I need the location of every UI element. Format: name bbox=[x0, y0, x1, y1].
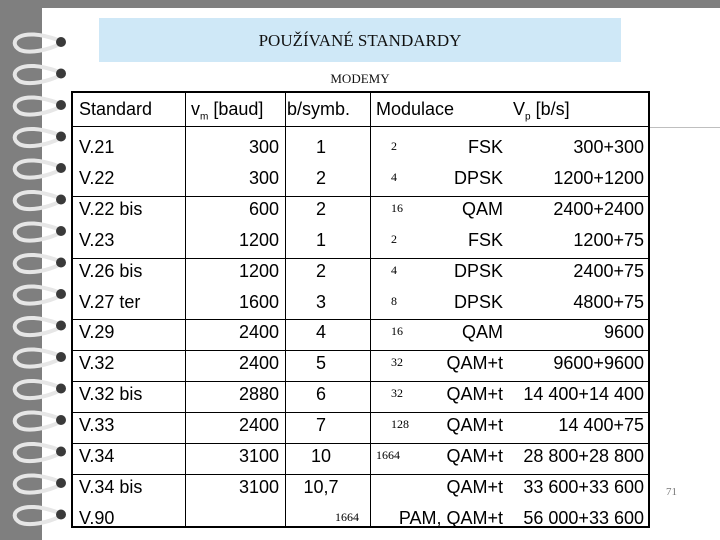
standard-cell: V.34 bbox=[79, 446, 115, 466]
column-divider bbox=[185, 93, 186, 526]
binding-hole bbox=[56, 447, 66, 457]
bits-cell: 2 bbox=[315, 167, 326, 188]
standard-cell: V.21 bbox=[79, 137, 115, 157]
bits-cell: 3 bbox=[315, 291, 326, 312]
binding-ring bbox=[15, 223, 60, 240]
binding-ring bbox=[15, 66, 60, 83]
binding-hole bbox=[56, 321, 66, 331]
column-divider bbox=[285, 93, 286, 526]
bits-cell: 1 bbox=[315, 229, 326, 250]
bitrate-cell: 33 600+33 600 bbox=[523, 476, 644, 497]
bits-cell: 1 bbox=[315, 137, 326, 157]
binding-hole bbox=[56, 384, 66, 394]
states-cell: 4 bbox=[391, 262, 397, 277]
spiral-binding bbox=[0, 0, 80, 540]
bitrate-cell: 4800+75 bbox=[573, 291, 644, 312]
binding-hole bbox=[56, 163, 66, 173]
binding-ring bbox=[15, 507, 60, 524]
bitrate-cell: 9600 bbox=[603, 322, 644, 343]
row-divider bbox=[73, 319, 648, 320]
bitrate-cell: 14 400+75 bbox=[558, 415, 644, 436]
standard-cell: V.32 bbox=[79, 353, 115, 374]
modulation-cell: QAM+t bbox=[446, 446, 503, 466]
binding-hole bbox=[56, 415, 66, 425]
row-divider bbox=[73, 381, 648, 382]
states-cell: 1664 bbox=[376, 448, 400, 462]
modulation-cell: QAM+t bbox=[446, 353, 503, 374]
bits-cell: 4 bbox=[315, 322, 326, 343]
binding-hole bbox=[56, 226, 66, 236]
standard-cell: V.90 bbox=[79, 507, 115, 528]
bitrate-cell: 1200+75 bbox=[573, 229, 644, 250]
binding-hole bbox=[56, 352, 66, 362]
bits-cell: 10 bbox=[310, 446, 332, 466]
header-baud-rate: $v_m$ [baud] bbox=[191, 99, 264, 123]
bitrate-cell: 14 400+14 400 bbox=[523, 384, 644, 405]
bitrate-cell: 56 000+33 600 bbox=[523, 507, 644, 528]
baud-cell: 300 bbox=[248, 167, 279, 188]
binding-hole bbox=[56, 37, 66, 47]
baud-cell: 3100 bbox=[238, 446, 279, 466]
baud-cell: 2400 bbox=[238, 415, 279, 436]
slide-subtitle: MODEMY bbox=[330, 71, 390, 86]
binding-ring bbox=[15, 318, 60, 335]
page-number: 71 bbox=[666, 486, 677, 498]
decorative-rule bbox=[650, 127, 720, 128]
bitrate-cell: 2400+2400 bbox=[553, 198, 644, 219]
modulation-cell: QAM+t bbox=[446, 384, 503, 405]
states-cell: 8 bbox=[391, 293, 397, 308]
bitrate-cell: 28 800+28 800 bbox=[523, 446, 644, 466]
baud-cell: 1200 bbox=[238, 229, 279, 250]
standard-cell: V.34 bis bbox=[79, 476, 143, 497]
binding-hole bbox=[56, 510, 66, 520]
binding-ring bbox=[15, 34, 60, 51]
baud-cell: 1600 bbox=[238, 291, 279, 312]
binding-hole bbox=[56, 289, 66, 299]
modulation-cell: FSK bbox=[467, 229, 503, 250]
header-bit-rate: $V_p$ [b/s] bbox=[513, 99, 570, 123]
states-cell: 16 bbox=[391, 200, 403, 215]
modulation-cell: QAM bbox=[461, 322, 503, 343]
binding-ring bbox=[15, 192, 60, 209]
bitrate-cell: 9600+9600 bbox=[553, 353, 644, 374]
modulation-cell: DPSK bbox=[453, 167, 503, 188]
binding-ring bbox=[15, 475, 60, 492]
row-divider bbox=[73, 412, 648, 413]
binding-hole bbox=[56, 132, 66, 142]
standard-cell: V.33 bbox=[79, 415, 115, 436]
baud-cell: 3100 bbox=[238, 476, 279, 497]
binding-ring bbox=[15, 160, 60, 177]
header-standard: Standard bbox=[79, 99, 153, 119]
binding-hole bbox=[56, 195, 66, 205]
baud-cell: 2400 bbox=[238, 322, 279, 343]
row-divider bbox=[73, 258, 648, 259]
binding-ring bbox=[15, 97, 60, 114]
binding-hole bbox=[56, 478, 66, 488]
binding-ring bbox=[15, 255, 60, 272]
modulation-cell: PAM, QAM+t bbox=[398, 507, 503, 528]
baud-cell: 2400 bbox=[238, 353, 279, 374]
bits-cell: 5 bbox=[315, 353, 326, 374]
row-divider bbox=[73, 196, 648, 197]
binding-hole bbox=[56, 69, 66, 79]
bits-cell: 2 bbox=[315, 198, 326, 219]
binding-ring bbox=[15, 286, 60, 303]
states-cell: 32 bbox=[391, 355, 403, 370]
standard-cell: V.22 bis bbox=[79, 198, 143, 219]
modulation-cell: QAM bbox=[461, 198, 503, 219]
bits-cell: 2 bbox=[315, 260, 326, 281]
modulation-cell: QAM+t bbox=[446, 476, 503, 497]
binding-ring bbox=[15, 129, 60, 146]
states-cell: 16 bbox=[391, 324, 403, 339]
modulation-cell: DPSK bbox=[453, 260, 503, 281]
baud-cell: 1200 bbox=[238, 260, 279, 281]
binding-ring bbox=[15, 381, 60, 398]
standard-cell: V.23 bbox=[79, 229, 115, 250]
bitrate-cell: 300+300 bbox=[573, 137, 644, 157]
bitrate-cell: 2400+75 bbox=[573, 260, 644, 281]
bits-cell: 10,7 bbox=[303, 476, 339, 497]
baud-cell: 600 bbox=[248, 198, 279, 219]
bitrate-cell: 1200+1200 bbox=[553, 167, 644, 188]
binding-hole bbox=[56, 100, 66, 110]
bits-cell: 7 bbox=[315, 415, 326, 436]
modulation-cell: DPSK bbox=[453, 291, 503, 312]
header-modulation: Modulace bbox=[376, 99, 455, 119]
row-divider bbox=[73, 474, 648, 475]
states-cell: 128 bbox=[391, 417, 409, 432]
modulation-cell: FSK bbox=[467, 137, 503, 157]
states-cell: 2 bbox=[391, 139, 397, 153]
slide-title: POUŽÍVANÉ STANDARDY bbox=[258, 31, 462, 50]
column-divider bbox=[370, 93, 371, 526]
baud-cell: 300 bbox=[248, 137, 279, 157]
standard-cell: V.22 bbox=[79, 167, 115, 188]
standard-cell: V.32 bis bbox=[79, 384, 143, 405]
header-bits-per-symbol: b/symb. bbox=[287, 99, 351, 119]
row-divider bbox=[73, 443, 648, 444]
binding-ring bbox=[15, 444, 60, 461]
row-divider bbox=[73, 350, 648, 351]
standard-cell: V.26 bis bbox=[79, 260, 143, 281]
states-cell: 32 bbox=[391, 386, 403, 401]
states-cell: 2 bbox=[391, 231, 397, 246]
standard-cell: V.29 bbox=[79, 322, 115, 343]
binding-ring bbox=[15, 349, 60, 366]
standard-cell: V.27 ter bbox=[79, 291, 141, 312]
baud-cell: 2880 bbox=[238, 384, 279, 405]
binding-hole bbox=[56, 258, 66, 268]
binding-ring bbox=[15, 412, 60, 429]
bits-cell: 6 bbox=[315, 384, 326, 405]
modem-standards-table bbox=[71, 91, 650, 528]
states-cell: 1664 bbox=[335, 509, 359, 524]
modulation-cell: QAM+t bbox=[446, 415, 503, 436]
states-cell: 4 bbox=[391, 169, 397, 184]
